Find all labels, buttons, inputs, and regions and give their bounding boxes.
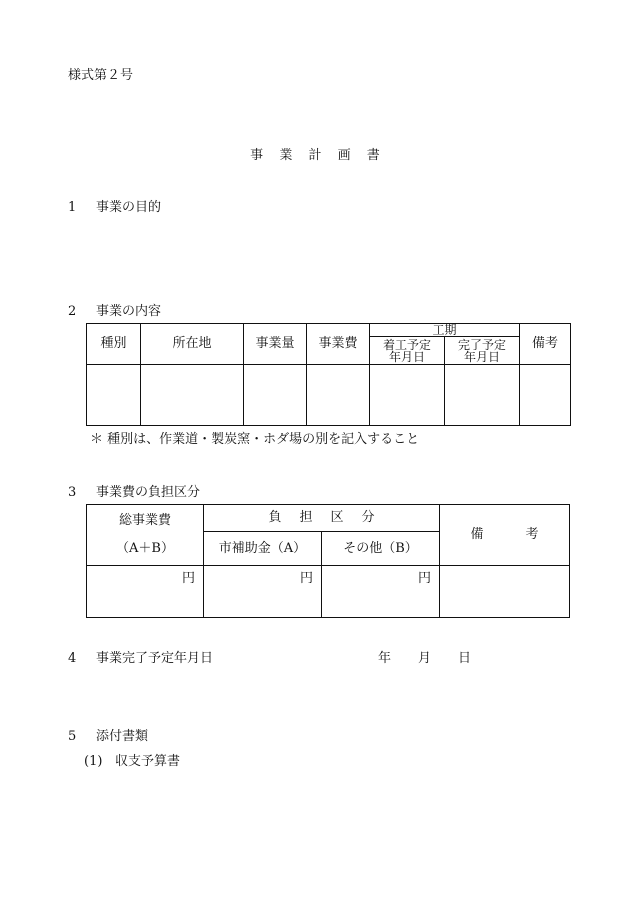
header-burden-division [204, 505, 440, 532]
type-note: ＊ 種別は、作業道・製炭窯・ホダ場の別を記入すること [90, 432, 420, 447]
section-title: 事業完了予定年月日 [96, 651, 214, 666]
section-title: 事業費の負担区分 [96, 485, 201, 500]
cell-remarks[interactable] [440, 566, 570, 618]
remarks-char: 考 [525, 527, 539, 543]
cell-other[interactable] [322, 566, 440, 618]
header-total-cost [87, 505, 204, 566]
day-label: 日 [458, 651, 472, 666]
section-title: 事業の内容 [96, 304, 162, 319]
yen-unit: 円 [181, 571, 195, 586]
section-2-heading [68, 305, 161, 318]
header-total-line2: （A＋B） [116, 541, 174, 556]
title-char: 計 [308, 148, 322, 163]
attachment-item [84, 755, 180, 768]
attachment-label: 収支予算書 [115, 754, 181, 769]
title-char: 業 [279, 148, 293, 163]
month-label: 月 [418, 651, 432, 666]
header-city-subsidy: 市補助金（A） [204, 532, 322, 566]
cell-start-date[interactable] [370, 365, 445, 426]
remarks-char: 備 [470, 527, 484, 543]
cell-end-date[interactable] [445, 365, 520, 426]
completion-date-fields [378, 652, 471, 665]
header-other: その他（B） [322, 532, 440, 566]
section-number: 1 [68, 200, 77, 215]
burden-char: 分 [361, 510, 375, 526]
header-remarks: 備考 [520, 324, 571, 365]
header-type: 種別 [87, 324, 141, 365]
header-quantity: 事業量 [244, 324, 307, 365]
header-start-date [370, 337, 445, 365]
cell-location[interactable] [141, 365, 244, 426]
header-start-line2: 年月日 [388, 349, 425, 364]
header-end-line2: 年月日 [464, 349, 501, 364]
burden-char: 区 [330, 510, 344, 526]
cell-city-subsidy[interactable] [204, 566, 322, 618]
cell-cost[interactable] [307, 365, 370, 426]
section-number: 2 [68, 304, 77, 319]
title-char: 画 [337, 148, 351, 163]
section-number: 3 [68, 485, 77, 500]
cost-burden-table [86, 504, 570, 618]
attachment-number: (1) [84, 754, 103, 769]
section-number: 4 [68, 651, 77, 666]
cell-quantity[interactable] [244, 365, 307, 426]
header-remarks [440, 505, 570, 566]
year-label: 年 [378, 651, 392, 666]
burden-char: 負 [268, 510, 282, 526]
title-char: 事 [250, 148, 264, 163]
header-period: 工期 [370, 324, 520, 337]
section-title: 事業の目的 [96, 200, 162, 215]
cell-total-cost[interactable] [87, 566, 204, 618]
section-4-heading [68, 652, 213, 665]
form-number: 様式第２号 [68, 68, 134, 83]
title-char: 書 [366, 148, 380, 163]
yen-unit: 円 [417, 571, 431, 586]
section-3-heading [68, 486, 200, 499]
section-1-heading [68, 201, 161, 214]
cell-type[interactable] [87, 365, 141, 426]
cell-remarks[interactable] [520, 365, 571, 426]
header-cost: 事業費 [307, 324, 370, 365]
yen-unit: 円 [299, 571, 313, 586]
header-location: 所在地 [141, 324, 244, 365]
document-title [0, 149, 630, 162]
header-start-line1: 着工予定 [382, 337, 431, 352]
header-end-line1: 完了予定 [458, 337, 507, 352]
header-total-line1: 総事業費 [118, 513, 171, 529]
section-number: 5 [68, 729, 77, 744]
project-content-table [86, 323, 571, 426]
burden-char: 担 [299, 510, 313, 526]
header-end-date [445, 337, 520, 365]
section-title: 添付書類 [96, 729, 149, 744]
section-5-heading [68, 730, 148, 743]
